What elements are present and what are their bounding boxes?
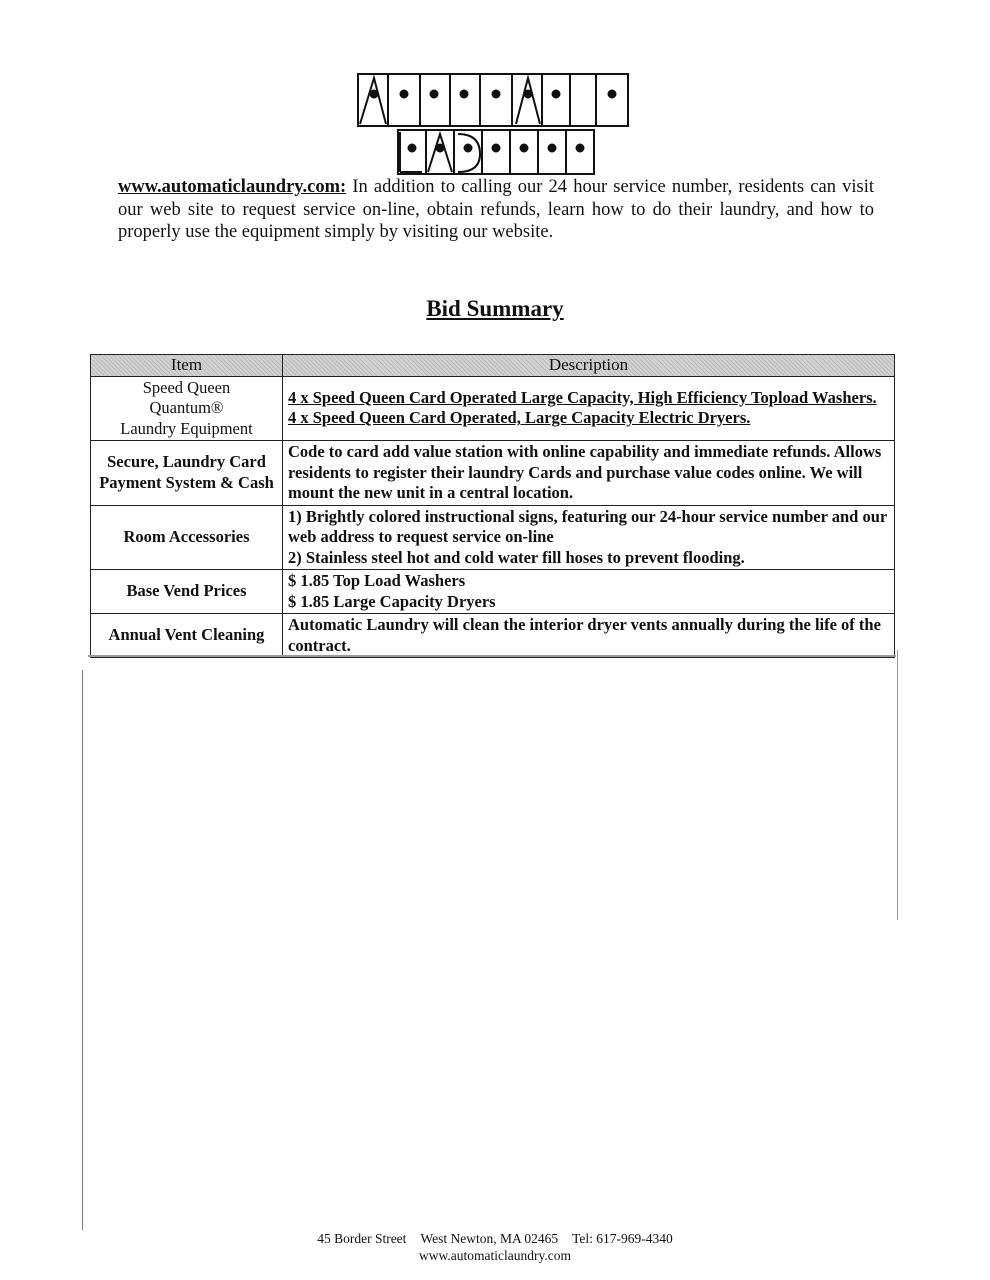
footer-street: 45 Border Street	[317, 1231, 407, 1246]
description-cell	[283, 570, 895, 614]
description-line: 2) Stainless steel hot and cold water fill hoses to prevent flooding.	[288, 547, 745, 567]
table-row	[91, 614, 895, 658]
description-cell: Code to card add value station with online capability and immediate refunds. Allows residents to register their laundry Cards and purchase value codes online. We will mount the new unit in a central location.	[283, 441, 895, 506]
description-cell	[283, 376, 895, 441]
description-cell	[283, 505, 895, 570]
footer-phone: Tel: 617-969-4340	[572, 1231, 673, 1246]
description-line: $ 1.85 Top Load Washers	[288, 571, 466, 590]
item-line: Quantum®	[149, 398, 224, 417]
scan-artifact-rule	[88, 655, 896, 657]
footer-city: West Newton, MA 02465	[420, 1231, 559, 1246]
table-row	[91, 570, 895, 614]
footer-website[interactable]: www.automaticlaundry.com	[419, 1248, 571, 1263]
column-header-description: Description	[283, 355, 895, 377]
description-cell: Automatic Laundry will clean the interior dryer vents annually during the life of the contract.	[283, 614, 895, 658]
automatic-laundry-logo	[356, 70, 632, 178]
description-line: 4 x Speed Queen Card Operated Large Capacity, High Efficiency Topload Washers.	[288, 387, 877, 407]
column-header-item: Item	[91, 355, 283, 377]
website-link[interactable]: www.automaticlaundry.com:	[118, 177, 347, 197]
scan-artifact-left-edge	[82, 670, 83, 1230]
item-cell: Room Accessories	[91, 505, 283, 570]
item-cell: Base Vend Prices	[91, 570, 283, 614]
description-line: 1) Brightly colored instructional signs, featuring our 24-hour service number and our web address to request service on-line	[288, 506, 887, 546]
item-cell: Annual Vent Cleaning	[91, 614, 283, 658]
item-line: Laundry Equipment	[120, 418, 253, 438]
footer	[0, 1230, 990, 1264]
description-line: 4 x Speed Queen Card Operated, Large Capacity Electric Dryers.	[288, 408, 751, 428]
item-cell: Secure, Laundry Card Payment System & Cash	[91, 441, 283, 506]
table-row	[91, 505, 895, 570]
scan-artifact-right-edge	[897, 650, 898, 920]
bid-summary-table	[90, 354, 895, 658]
description-line: $ 1.85 Large Capacity Dryers	[288, 591, 496, 611]
intro-text: In addition to calling our 24 hour service number, residents can visit our web site to request service on-line, obtain refunds, learn how to do their laundry, and how to properly use the equipment simply by visiting our website.	[118, 177, 874, 242]
table-row	[91, 441, 895, 506]
item-line: Speed Queen	[142, 377, 231, 397]
table-row	[91, 376, 895, 441]
item-cell	[91, 376, 283, 441]
intro-paragraph	[118, 176, 874, 244]
footer-address-line	[0, 1230, 990, 1247]
bid-summary-heading: Bid Summary	[426, 296, 564, 321]
table-header-row	[91, 355, 895, 377]
